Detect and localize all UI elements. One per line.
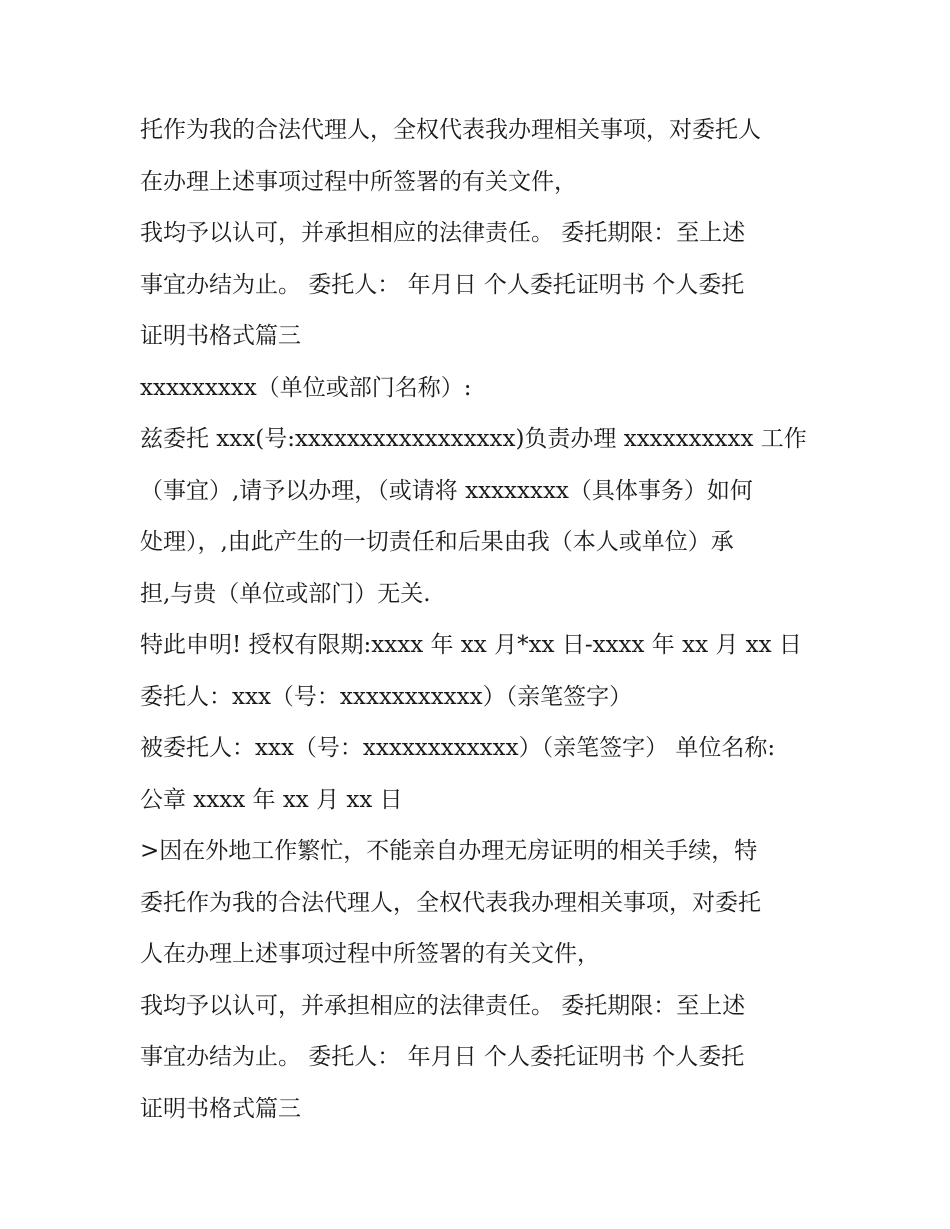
text-line: 担,与贵（单位或部门）无关. <box>140 580 431 607</box>
text-line: 事宜办结为止。 委托人： 年月日 个人委托证明书 个人委托 <box>140 1044 745 1070</box>
text-line: 公章 xxxx 年 xx 月 xx 日 <box>140 786 403 813</box>
text-line: 被委托人：xxx（号：xxxxxxxxxxxx）（亲笔签字） 单位名称: <box>140 735 776 761</box>
text-line: 人在办理上述事项过程中所签署的有关文件， <box>140 941 600 967</box>
text-line: 证明书格式篇三 <box>140 1095 301 1122</box>
text-line: 我均予以认可，并承担相应的法律责任。 委托期限：至上述 <box>140 992 746 1019</box>
text-line: 特此申明! 授权有限期:xxxx 年 xx 月*xx 日-xxxx 年 xx 月 xx 日 <box>140 632 802 658</box>
text-line: 证明书格式篇三 <box>140 323 301 349</box>
text-line: 委托人：xxx（号：xxxxxxxxxxx）（亲笔签字） <box>140 683 633 710</box>
text-line: 事宜办结为止。 委托人： 年月日 个人委托证明书 个人委托 <box>140 271 745 298</box>
text-line: 处理），,由此产生的一切责任和后果由我（本人或单位）承 <box>140 529 734 555</box>
text-line: （事宜）,请予以办理，（或请将 xxxxxxxx（具体事务）如何 <box>140 477 753 504</box>
text-line: 托作为我的合法代理人，全权代表我办理相关事项，对委托人 <box>140 117 761 143</box>
text-line: >因在外地工作繁忙，不能亲自办理无房证明的相关手续，特 <box>140 838 758 864</box>
text-line: 我均予以认可，并承担相应的法律责任。 委托期限：至上述 <box>140 220 746 246</box>
text-line: 委托作为我的合法代理人，全权代表我办理相关事项，对委托 <box>140 889 761 916</box>
text-line: 在办理上述事项过程中所签署的有关文件， <box>140 168 577 195</box>
text-line: xxxxxxxxx（单位或部门名称）: <box>140 374 472 401</box>
document-body <box>140 105 830 1135</box>
text-line: 兹委托 xxx(号:xxxxxxxxxxxxxxxxx)负责办理 xxxxxxxxxx 工作 <box>140 426 807 452</box>
